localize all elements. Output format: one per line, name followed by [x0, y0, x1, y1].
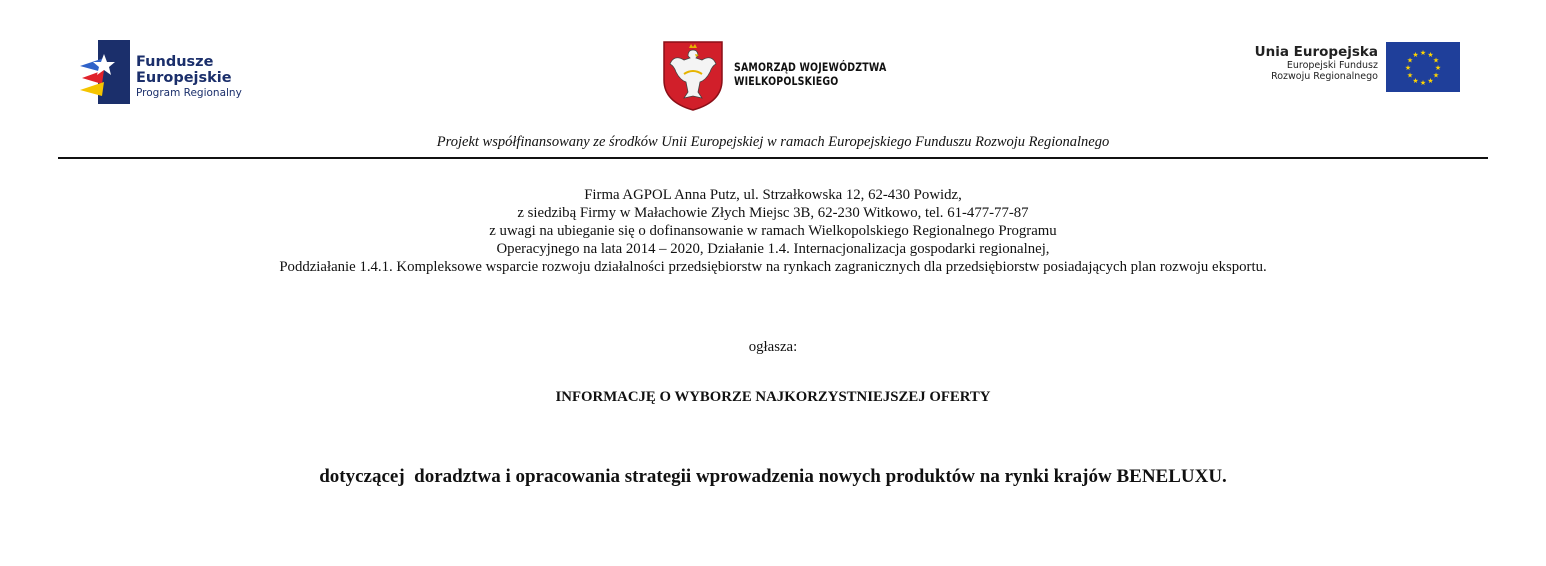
fundusze-europejskie-text: [136, 54, 242, 100]
fe-subtitle: Program Regionalny: [136, 87, 242, 99]
samorzad-wojewodztwa-logo: [662, 40, 922, 112]
svg-text:★: ★: [1404, 64, 1412, 72]
unia-europejska-logo: [1246, 42, 1460, 96]
intro-line: Operacyjnego na lata 2014 – 2020, Działanie 1.4. Internacjonalizacja gospodarki regionalnej,: [496, 241, 1050, 257]
svg-text:★: ★: [1434, 64, 1442, 72]
samorzad-wojewodztwa-text: [734, 60, 886, 88]
unia-europejska-text: [1255, 44, 1378, 82]
ue-subtitle-line2: Rozwoju Regionalnego: [1271, 71, 1378, 82]
svg-text:★: ★: [1432, 71, 1440, 80]
announcement-heading: INFORMACJĘ O WYBORZE NAJKORZYSTNIEJSZEJ OFERTY: [555, 389, 991, 405]
header-divider: [58, 157, 1488, 159]
svg-text:★: ★: [1432, 56, 1440, 65]
intro-line: Poddziałanie 1.4.1. Kompleksowe wsparcie rozwoju działalności przedsiębiorstw na rynkach zagranicznych dla przedsiębiorstw posiadających plan rozwoju eksportu.: [279, 259, 1267, 275]
eu-flag-icon: [1386, 42, 1460, 92]
announces-label: ogłasza:: [748, 339, 798, 355]
eagle-crest-icon: [662, 40, 724, 112]
cofinancing-note: Projekt współfinansowany ze środków Unii Europejskiej w ramach Europejskiego Funduszu Rozwoju Regionalnego: [436, 134, 1110, 150]
wlkp-line1: SAMORZĄD WOJEWÓDZTWA: [734, 60, 887, 74]
ue-title: Unia Europejska: [1254, 44, 1378, 60]
svg-text:★: ★: [1406, 56, 1414, 65]
intro-line: z siedzibą Firmy w Małachowie Złych Miejsc 3B, 62-230 Witkowo, tel. 61-477-77-87: [517, 205, 1029, 221]
fundusze-europejskie-logo: [80, 40, 280, 106]
ue-subtitle-line1: Europejski Fundusz: [1286, 60, 1378, 71]
fundusze-europejskie-mark-icon: [80, 40, 130, 104]
svg-text:★: ★: [1412, 77, 1419, 85]
company-intro: [0, 186, 1546, 276]
announcement-subject: dotyczącej doradztwa i opracowania strategii wprowadzenia nowych produktów na rynki krajów BENELUXU.: [319, 466, 1227, 487]
intro-line: z uwagi na ubieganie się o dofinansowanie w ramach Wielkopolskiego Regionalnego Programu: [489, 223, 1057, 239]
fe-title-line1: Fundusze: [136, 54, 214, 70]
svg-text:★: ★: [1419, 79, 1427, 87]
wlkp-line2: WIELKOPOLSKIEGO: [734, 74, 839, 88]
fe-title-line2: Europejskie: [136, 70, 232, 86]
svg-text:★: ★: [1427, 51, 1434, 59]
svg-text:★: ★: [1419, 49, 1427, 57]
intro-line: Firma AGPOL Anna Putz, ul. Strzałkowska 12, 62-430 Powidz,: [584, 187, 962, 203]
svg-text:★: ★: [1406, 71, 1414, 80]
svg-text:★: ★: [1412, 51, 1419, 59]
svg-text:★: ★: [1427, 77, 1434, 85]
